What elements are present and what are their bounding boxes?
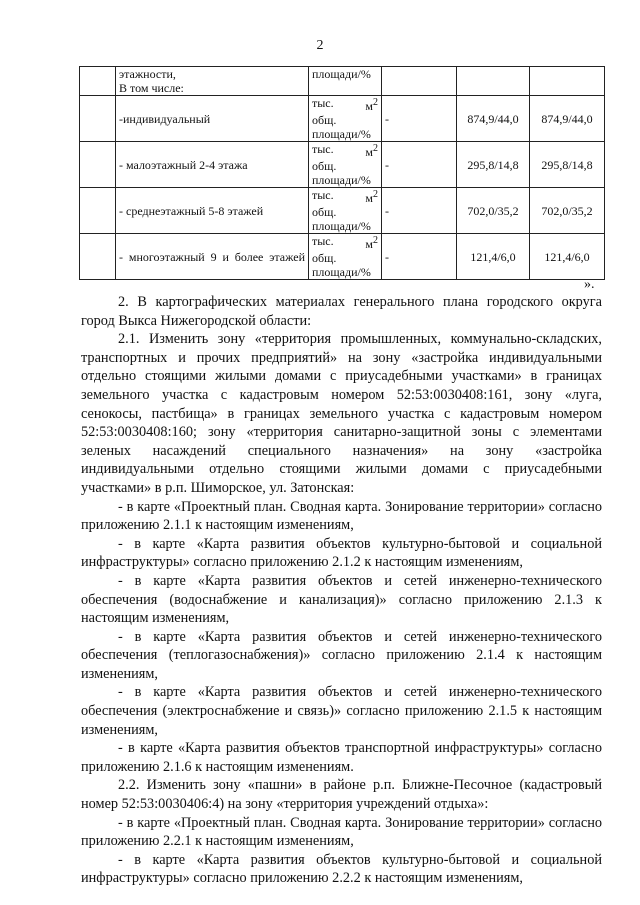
paragraph: - в карте «Карта развития объектов культурно-бытовой и социальной инфраструктуры» согласно приложению 2.1.2 к настоящим изменениям, — [81, 535, 602, 571]
unit-text: общ. — [312, 159, 337, 173]
unit-text: общ. — [312, 205, 337, 219]
dash-cell: - — [382, 96, 457, 142]
row-label: - среднеэтажный 5-8 этажей — [116, 188, 309, 234]
table-cell — [116, 67, 309, 96]
value-cell: 121,4/6,0 — [457, 234, 530, 280]
unit-text: общ. — [312, 113, 337, 127]
table-cell — [309, 67, 382, 96]
housing-stock-table — [79, 66, 605, 280]
value-cell: 874,9/44,0 — [457, 96, 530, 142]
unit-cell — [309, 142, 382, 188]
unit-text: м — [365, 191, 373, 205]
unit-text: площади/% — [312, 219, 371, 233]
dash-cell: - — [382, 188, 457, 234]
table-row — [80, 96, 605, 142]
value-cell: 702,0/35,2 — [457, 188, 530, 234]
table-cell — [80, 142, 116, 188]
unit-superscript: 2 — [373, 143, 378, 154]
paragraph: 2. В картографических материалах генерального плана городского округа город Выкса Нижегородской области: — [81, 294, 602, 329]
unit-superscript: 2 — [373, 97, 378, 108]
unit-superscript: 2 — [373, 235, 378, 246]
unit-text: м — [365, 145, 373, 159]
unit-cell — [309, 188, 382, 234]
value-cell: 702,0/35,2 — [530, 188, 605, 234]
unit-text: тыс. — [312, 96, 334, 110]
paragraph: 2.2. Изменить зону «пашни» в районе р.п. Ближне-Песочное (кадастровый номер 52:53:0030406:4) на зону «территория учреждений отдыха»: — [81, 777, 602, 813]
document-body — [81, 293, 602, 888]
table-cell — [530, 67, 605, 96]
closing-quote: ». — [584, 277, 595, 292]
value-cell: 295,8/14,8 — [530, 142, 605, 188]
unit-superscript: 2 — [373, 189, 378, 200]
unit-text: площади/% — [312, 265, 371, 279]
table-cell — [382, 67, 457, 96]
paragraph: - в карте «Карта развития объектов транспортной инфраструктуры» согласно приложению 2.1.6 к настоящим изменениям. — [81, 740, 602, 775]
unit-text: площади/% — [312, 127, 371, 141]
table-cell — [80, 234, 116, 280]
paragraph: - в карте «Проектный план. Сводная карта. Зонирование территории» согласно приложению 2.2.1 к настоящим изменениям, — [81, 814, 602, 850]
unit-text: тыс. — [312, 188, 334, 202]
page-number: 2 — [316, 38, 324, 53]
unit-text: м — [365, 237, 373, 251]
unit-text: площади/% — [312, 173, 371, 187]
paragraph: - в карте «Карта развития объектов культурно-бытовой и социальной инфраструктуры» согласно приложению 2.2.2 к настоящим изменениям, — [81, 851, 602, 887]
table-cell — [457, 67, 530, 96]
dash-cell: - — [382, 234, 457, 280]
value-cell: 121,4/6,0 — [530, 234, 605, 280]
unit-cell — [309, 234, 382, 280]
paragraph: - в карте «Карта развития объектов и сетей инженерно-технического обеспечения (водоснабжение и канализация)» согласно приложению 2.1.3 к настоящим изменениям, — [81, 572, 602, 627]
row-label: -индивидуальный — [116, 96, 309, 142]
unit-text: м — [365, 99, 373, 113]
unit-cell — [309, 96, 382, 142]
paragraph: - в карте «Проектный план. Сводная карта. Зонирование территории» согласно приложению 2.1.1 к настоящим изменениям, — [81, 498, 602, 534]
table-row — [80, 234, 605, 280]
paragraph: 2.1. Изменить зону «территория промышленных, коммунально-складских, транспортных и прочих предприятий» на зону «застройка индивидуальными отдельно стоящими жилыми домами с приусадебными участками» в границах земельного участка с кадастровым номером 52:53:0030408:161, зону «луга, сенокосы, пастбища» в границах земельного участка с кадастровым номером 52:53:0030408:160; зону «территория санитарно-защитной зоны с элементами зеленых насаждений специального назначения» на зону «застройка индивидуальными отдельно стоящими жилыми домами с приусадебными участками» в р.п. Шиморское, ул. Затонская: — [81, 331, 602, 496]
table-row — [80, 142, 605, 188]
value-cell: 295,8/14,8 — [457, 142, 530, 188]
table-row — [80, 67, 605, 96]
paragraph: - в карте «Карта развития объектов и сетей инженерно-технического обеспечения (электроснабжение и связь)» согласно приложению 2.1.5 к настоящим изменениям, — [81, 684, 602, 738]
unit-text: тыс. — [312, 142, 334, 156]
table-cell — [80, 188, 116, 234]
value-cell: 874,9/44,0 — [530, 96, 605, 142]
table-row — [80, 188, 605, 234]
row-label: - малоэтажный 2-4 этажа — [116, 142, 309, 188]
row-label-line2: В том числе: — [119, 81, 184, 95]
row-label: - многоэтажный 9 и более этажей — [116, 234, 309, 280]
table-cell — [80, 67, 116, 96]
table-cell — [80, 96, 116, 142]
row-label-line1: этажности, — [119, 67, 176, 81]
unit-text: тыс. — [312, 234, 334, 248]
paragraph: - в карте «Карта развития объектов и сетей инженерно-технического обеспечения (теплогазоснабжения)» согласно приложению 2.1.4 к настоящим изменениям, — [81, 628, 602, 682]
dash-cell: - — [382, 142, 457, 188]
unit-text: площади/% — [312, 67, 371, 81]
unit-text: общ. — [312, 251, 337, 265]
